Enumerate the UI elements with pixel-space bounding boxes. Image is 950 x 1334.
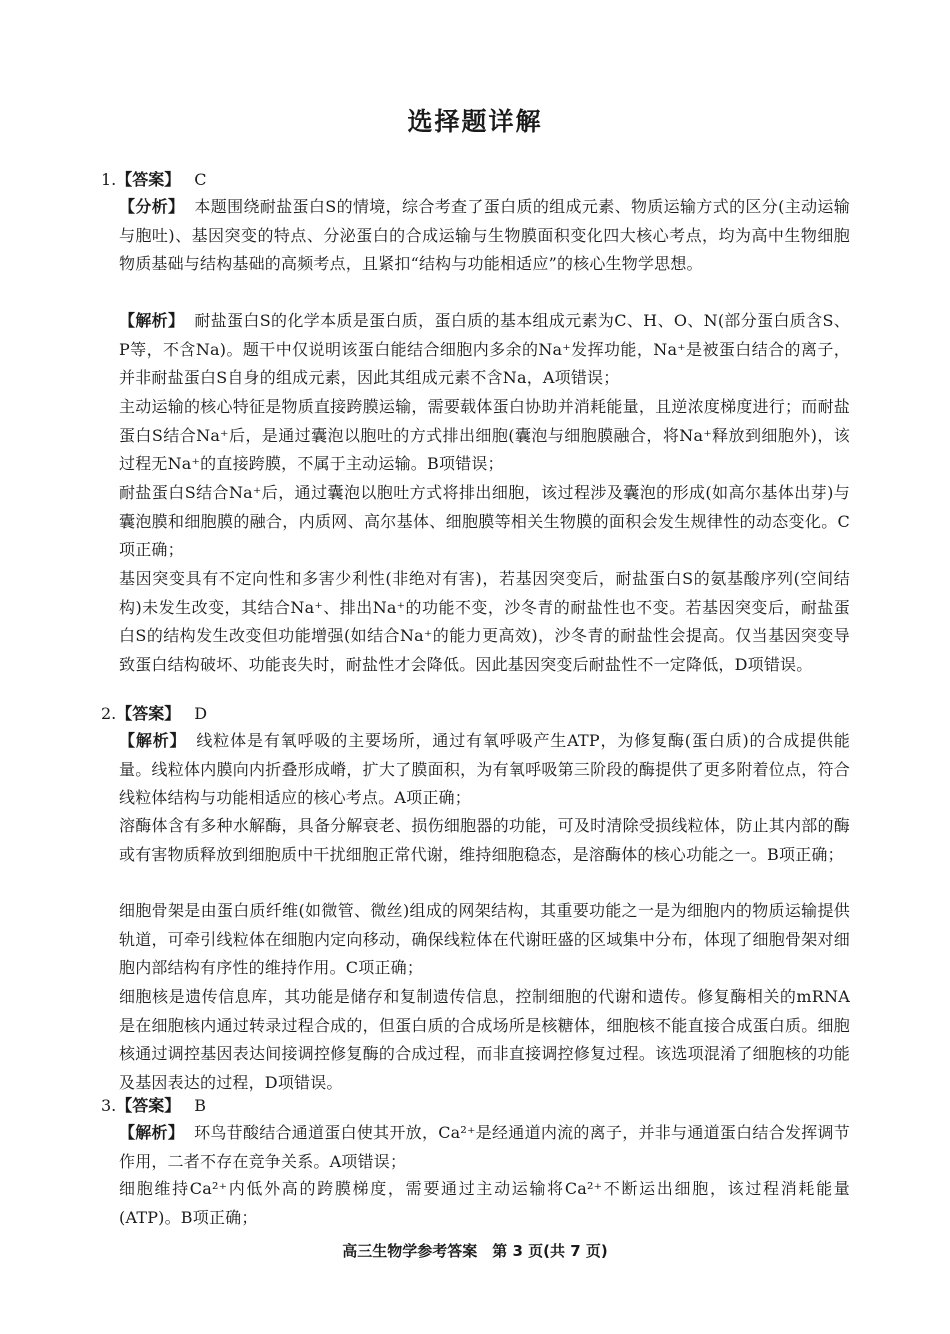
q2-explain-3: 细胞骨架是由蛋白质纤维(如微管、微丝)组成的网架结构，其重要功能之一是为细胞内的物质运输提供轨道，可牵引线粒体在细胞内定向移动，确保线粒体在代谢旺盛的区域集中分布，体现了细胞骨架对细胞内部结构有序性的维持作用。C项正确； (119, 901, 850, 978)
q1-explain-3: 耐盐蛋白S结合Na⁺后，通过囊泡以胞吐方式将排出细胞，该过程涉及囊泡的形成(如高尔基体出芽)与囊泡膜和细胞膜的融合，内质网、高尔基体、细胞膜等相关生物膜的面积会发生规律性的动态变化。C项正确； (119, 483, 850, 560)
q2-number: 2. (101, 704, 117, 723)
q2-explain-1 (119, 727, 850, 813)
q2-explain-1-text: 线粒体是有氧呼吸的主要场所，通过有氧呼吸产生ATP，为修复酶(蛋白质)的合成提供能量。线粒体内膜向内折叠形成嵴，扩大了膜面积，为有氧呼吸第三阶段的酶提供了更多附着位点，符合线粒体结构与功能相适应的核心考点。A项正确； (119, 731, 850, 808)
q1-explain-2: 主动运输的核心特征是物质直接跨膜运输，需要载体蛋白协助并消耗能量，且逆浓度梯度进行；而耐盐蛋白S结合Na⁺后，是通过囊泡以胞吐的方式排出细胞(囊泡与细胞膜融合，将Na⁺释放到细胞外)，该过程无Na⁺的直接跨膜，不属于主动运输。B项错误； (119, 397, 850, 474)
q3-answer: B (194, 1096, 207, 1115)
q1-analysis-text: 本题围绕耐盐蛋白S的情境，综合考查了蛋白质的组成元素、物质运输方式的区分(主动运输与胞吐)、基因突变的特点、分泌蛋白的合成运输与生物膜面积变化四大核心考点，均为高中生物细胞物质基础与结构基础的高频考点，且紧扣“结构与功能相适应”的核心生物学思想。 (119, 197, 850, 274)
q2-explain-tag: 【解析】 (119, 731, 187, 750)
q1-explain-1 (119, 307, 850, 393)
q3-explain-1-text: 环鸟苷酸结合通道蛋白使其开放，Ca²⁺是经通道内流的离子，并非与通道蛋白结合发挥调节作用，二者不存在竞争关系。A项错误； (119, 1123, 850, 1171)
q3-answer-tag: 【答案】 (116, 1096, 181, 1115)
page-footer: 高三生物学参考答案 第 3 页(共 7 页) (342, 1242, 608, 1260)
q2-answer-line (101, 699, 207, 729)
page-title: 选择题详解 (407, 107, 543, 136)
q3-explain-2: 细胞维持Ca²⁺内低外高的跨膜梯度，需要通过主动运输将Ca²⁺不断运出细胞，该过程消耗能量(ATP)。B项正确； (119, 1179, 850, 1227)
q1-answer: C (194, 170, 207, 189)
q2-answer-tag: 【答案】 (116, 704, 181, 723)
q3-explain-1 (119, 1119, 850, 1176)
q1-explain-4: 基因突变具有不定向性和多害少利性(非绝对有害)，若基因突变后，耐盐蛋白S的氨基酸序列(空间结构)未发生改变，其结合Na⁺、排出Na⁺的功能不变，沙冬青的耐盐性也不变。若基因突变后，耐盐蛋白S的结构发生改变但功能增强(如结合Na⁺的能力更高效)，沙冬青的耐盐性会提高。仅当基因突变导致蛋白结构破坏、功能丧失时，耐盐性才会降低。因此基因突变后耐盐性不一定降低，D项错误。 (119, 569, 850, 674)
q3-explain-tag: 【解析】 (119, 1123, 185, 1142)
q2-explain-4: 细胞核是遗传信息库，其功能是储存和复制遗传信息，控制细胞的代谢和遗传。修复酶相关的mRNA是在细胞核内通过转录过程合成的，但蛋白质的合成场所是核糖体，细胞核不能直接合成蛋白质。细胞核通过调控基因表达间接调控修复酶的合成过程，而非直接调控修复过程。该选项混淆了细胞核的功能及基因表达的过程，D项错误。 (119, 987, 850, 1092)
q2-answer: D (194, 704, 208, 723)
q3-answer-line (101, 1091, 206, 1121)
q1-answer-line (101, 165, 207, 195)
q1-analysis (119, 193, 850, 279)
q3-number: 3. (101, 1096, 117, 1115)
q1-explain-tag: 【解析】 (119, 311, 185, 330)
q1-answer-tag: 【答案】 (116, 170, 181, 189)
q1-analysis-tag: 【分析】 (119, 197, 185, 216)
q1-number: 1. (101, 170, 117, 189)
q1-explain-1-text: 耐盐蛋白S的化学本质是蛋白质，蛋白质的基本组成元素为C、H、O、N(部分蛋白质含S、P等，不含Na)。题干中仅说明该蛋白能结合细胞内多余的Na⁺发挥功能，Na⁺是被蛋白结合的离子，并非耐盐蛋白S自身的组成元素，因此其组成元素不含Na，A项错误； (119, 311, 850, 388)
q2-explain-2: 溶酶体含有多种水解酶，具备分解衰老、损伤细胞器的功能，可及时清除受损线粒体，防止其内部的酶或有害物质释放到细胞质中干扰细胞正常代谢，维持细胞稳态，是溶酶体的核心功能之一。B项正确； (119, 816, 850, 864)
